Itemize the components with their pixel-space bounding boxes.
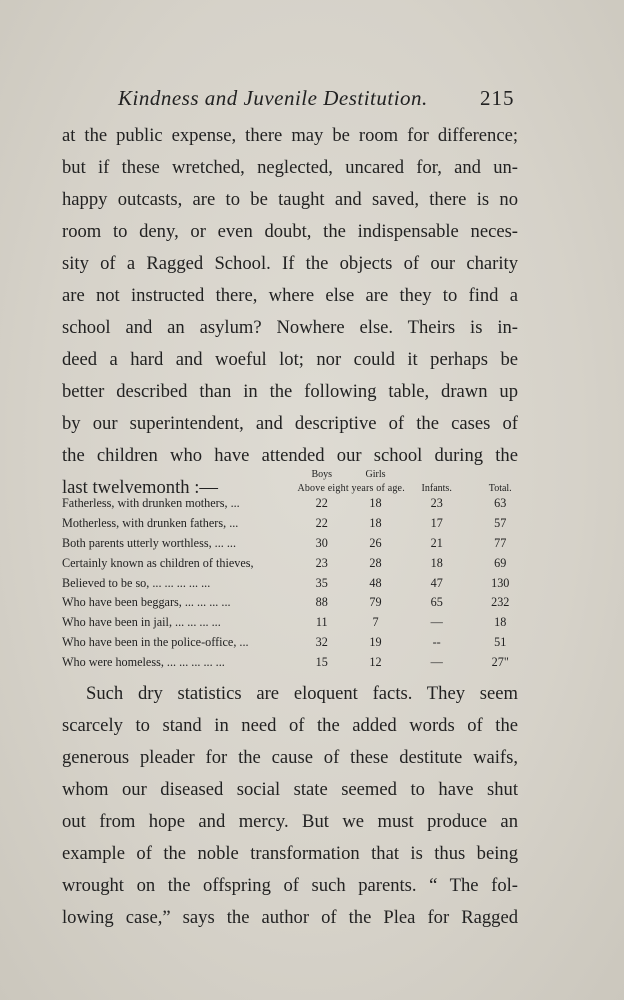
cell-total: 130 [491,575,510,590]
text-line: deed a hard and woeful lot; nor could it perhaps be [62,349,518,370]
header-blank-total [468,468,532,480]
running-title: Kindness and Juvenile Destitution. [118,86,428,110]
cell-boys: 23 [315,555,328,570]
cell-infants: -- [432,634,441,649]
row-label: Who have been beggars, ... ... ... ... [62,595,231,610]
cell-girls: 7 [372,615,379,630]
cell-infants: — [430,615,443,630]
table-row [62,553,532,573]
table-header-blank [62,468,297,480]
cell-total: 77 [494,535,507,550]
text-line: out from hope and mercy. But we must produce an [62,811,518,832]
table-row [62,633,532,653]
text-line: last twelvemonth :— [62,477,218,498]
row-label: Motherless, with drunken fathers, ... [62,516,239,531]
cell-total: 63 [494,496,507,511]
cell-infants: — [430,654,443,669]
page-number: 215 [480,86,515,110]
row-label: Both parents utterly worthless, ... ... [62,535,236,550]
table-row [62,494,532,514]
text-line: whom our diseased social state seemed to have shut [62,779,518,800]
cell-girls: 18 [369,496,382,511]
text-line: school and an asylum? Nowhere else. Theirs is in- [62,317,518,338]
cell-total: 51 [494,634,507,649]
table-row [62,613,532,633]
text-line: the children who have attended our school during the [62,445,518,466]
cell-girls: 28 [369,555,382,570]
cell-girls: 79 [369,595,382,610]
header-age-note: Above eight years of age. [297,483,405,494]
text-line: but if these wretched, neglected, uncared for, and un- [62,157,518,178]
text-line: happy outcasts, are to be taught and saved, there is no [62,189,518,210]
text-line: Such dry statistics are eloquent facts. They seem [86,683,518,704]
text-line: generous pleader for the cause of these destitute waifs, [62,747,518,768]
row-label: Who have been in the police-office, ... [62,634,249,649]
table-row [62,514,532,534]
cell-boys: 88 [315,595,328,610]
cell-infants: 17 [430,516,443,531]
cell-total: 232 [491,595,510,610]
row-label: Certainly known as children of thieves, [62,555,254,570]
row-label: Fatherless, with drunken mothers, ... [62,496,240,511]
table-row [62,593,532,613]
text-line: scarcely to stand in need of the added words of the [62,715,518,736]
cell-girls: 18 [369,516,382,531]
text-line: better described than in the following table, drawn up [62,381,518,402]
text-line: by our superintendent, and descriptive of the cases of [62,413,518,434]
text-line: room to deny, or even doubt, the indispensable neces- [62,221,518,242]
header-total: Total. [488,483,512,494]
cell-boys: 22 [315,516,328,531]
cell-total: 18 [494,615,507,630]
text-line: example of the noble transformation that is thus being [62,843,518,864]
cell-total: 57 [494,516,507,531]
text-line: wrought on the offspring of such parents. “ The fol- [62,875,518,896]
text-line: lowing case,” says the author of the Plea for Ragged [62,907,518,928]
cell-total: 69 [494,555,507,570]
paragraph-intro [62,120,518,504]
cell-boys: 11 [315,615,328,630]
statistics-table [62,468,532,672]
row-label: Who have been in jail, ... ... ... ... [62,615,221,630]
cell-boys: 30 [315,535,328,550]
header-blank-infants [405,468,469,480]
cell-boys: 32 [315,634,328,649]
cell-girls: 26 [369,535,382,550]
table-header-blank [62,480,297,494]
cell-boys: 15 [315,654,328,669]
cell-infants: 18 [430,555,443,570]
cell-infants: 47 [430,575,443,590]
cell-infants: 23 [430,496,443,511]
paragraph-statistics [62,678,518,934]
cell-girls: 48 [369,575,382,590]
header-girls: Girls [365,469,386,480]
header-boys: Boys [311,469,333,480]
cell-boys: 35 [315,575,328,590]
cell-infants: 21 [430,535,443,550]
text-line: sity of a Ragged School. If the objects of our charity [62,253,518,274]
cell-girls: 12 [369,654,382,669]
cell-boys: 22 [315,496,328,511]
cell-infants: 65 [430,595,443,610]
table-row [62,573,532,593]
row-label: Who were homeless, ... ... ... ... ... [62,654,225,669]
table-row [62,534,532,554]
text-line: are not instructed there, where else are they to find a [62,285,518,306]
row-label: Believed to be so, ... ... ... ... ... [62,575,211,590]
header-infants: Infants. [421,483,452,494]
cell-total: 27" [491,654,509,669]
text-line: at the public expense, there may be room for difference; [62,125,518,146]
cell-girls: 19 [369,634,382,649]
table-row [62,652,532,672]
